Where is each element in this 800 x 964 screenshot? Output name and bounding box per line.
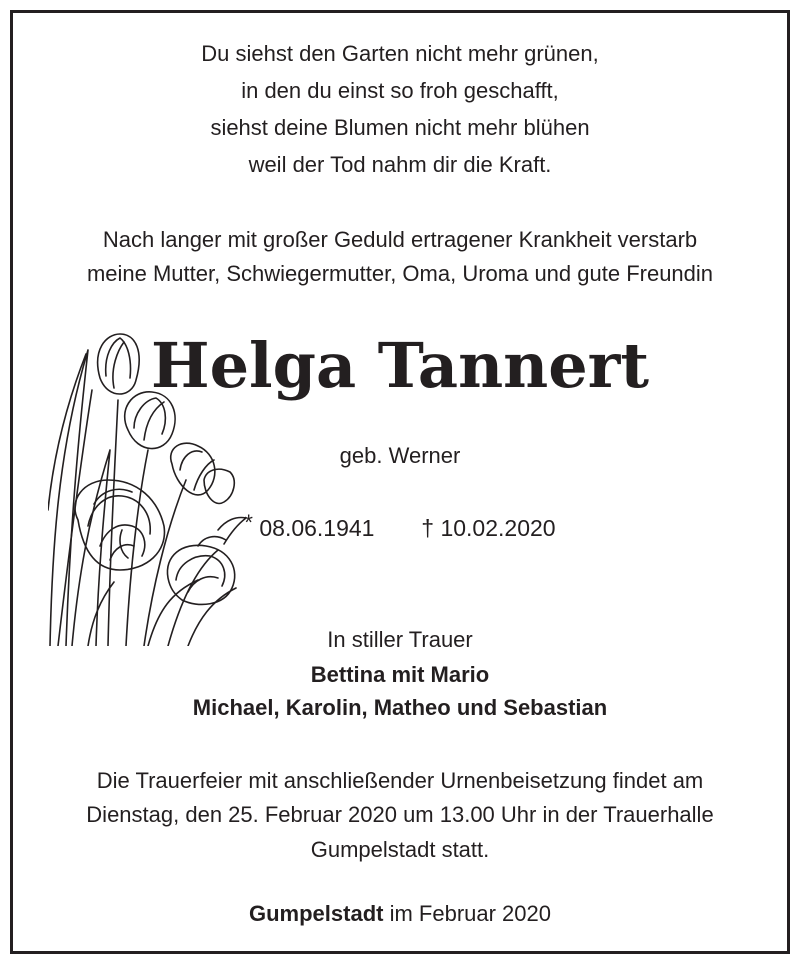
ceremony-line-2: Dienstag, den 25. Februar 2020 um 13.00 Uhr in der Trauerhalle [86,802,714,827]
poem-line-4: weil der Tod nahm dir die Kraft. [248,152,552,177]
footer-date: im Februar 2020 [383,901,551,926]
mourner-line-2: Michael, Karolin, Matheo und Sebastian [192,695,608,720]
birth-date: 08.06.1941 [259,515,375,541]
mourning-intro: In stiller Trauer [327,627,473,652]
poem-line-1: Du siehst den Garten nicht mehr grünen, [201,41,599,66]
footer-place: Gumpelstadt [249,901,384,926]
poem-line-2: in den du einst so froh geschafft, [241,78,559,103]
intro-line-1: Nach langer mit großer Geduld ertragener Krankheit verstarb [102,227,698,252]
footer-line [13,896,787,932]
death-date: 10.02.2020 [440,515,556,541]
mourner-line-1: Bettina mit Mario [310,662,490,687]
maiden-name: geb. Werner [339,443,461,468]
birth-star-icon: * [244,510,253,535]
ceremony-line-1: Die Trauerfeier mit anschließender Urnenbeisetzung findet am [96,768,704,793]
deceased-name: Helga Tannert [151,329,649,402]
ceremony-line-3: Gumpelstadt statt. [310,837,490,862]
poem-line-3: siehst deine Blumen nicht mehr blühen [210,115,590,140]
intro-line-2: meine Mutter, Schwiegermutter, Oma, Uroma und gute Freundin [86,261,714,286]
death-cross-icon: † [421,515,435,541]
life-dates [13,510,787,547]
